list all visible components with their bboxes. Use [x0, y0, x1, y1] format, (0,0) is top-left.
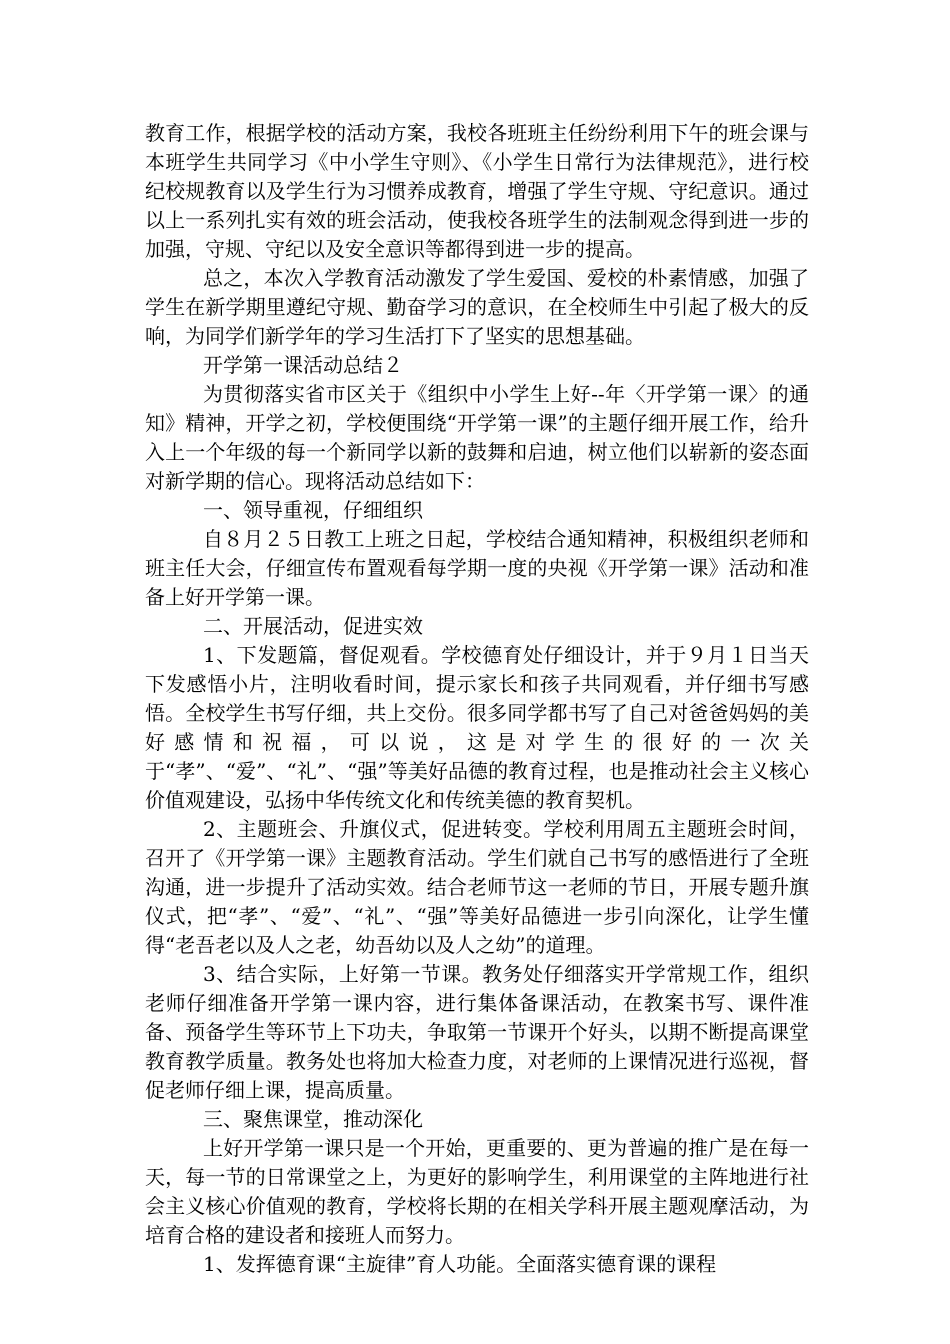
paragraph-classroom: 上好开学第一课只是一个开始，更重要的、更为普遍的推广是在每一天，每一节的日常课堂之上，为更好的影响学生，利用课堂的主阵地进行社会主义核心价值观的教育，学校将长期的在相关学科开展主题观摩活动，为培育合格的建设者和接班人而努力。 [145, 1136, 809, 1247]
paragraph-summary: 总之，本次入学教育活动激发了学生爱国、爱校的朴素情感，加强了学生在新学期里遵纪守规、勤奋学习的意识，在全校师生中引起了极大的反响，为同学们新学年的学习生活打下了坚实的思想基础。 [145, 266, 809, 348]
paragraph-item-2: 2、主题班会、升旗仪式，促进转变。学校利用周五主题班会时间，召开了《开学第一课》主题教育活动。学生们就自己书写的感悟进行了全班沟通，进一步提升了活动实效。结合老师节这一老师的节日，开展专题升旗仪式，把“孝”、“爱”、“礼”、“强”等美好品德进一步引向深化，让学生懂得“老吾老以及人之老，幼吾幼以及人之幼”的道理。 [145, 817, 809, 957]
heading-two: 二、开展活动，促进实效 [203, 614, 423, 638]
section-title: 开学第一课活动总结２ [203, 353, 403, 377]
paragraph-class-meeting: 教育工作，根据学校的活动方案，我校各班班主任纷纷利用下午的班会课与本班学生共同学习《中小学生守则》、《小学生日常行为法律规范》，进行校纪校规教育以及学生行为习惯养成教育，增强了学生守规、守纪意识。通过以上一系列扎实有效的班会活动，使我校各班学生的法制观念得到进一步的加强，守规、守纪以及安全意识等都得到进一步的提高。 [145, 121, 809, 261]
paragraph-moral-course: 1、发挥德育课“主旋律”育人功能。全面落实德育课的课程 [203, 1252, 717, 1276]
paragraph-item-3: 3、结合实际，上好第一节课。教务处仔细落实开学常规工作，组织老师仔细准备开学第一课内容，进行集体备课活动，在教案书写、课件准备、预备学生等环节上下功夫，争取第一节课开个好头，以期不断提高课堂教育教学质量。教务处也将加大检查力度，对老师的上课情况进行巡视，督促老师仔细上课，提高质量。 [145, 962, 809, 1102]
paragraph-intro: 为贯彻落实省市区关于《组织中小学生上好--年〈开学第一课〉的通知》精神，开学之初，学校便围绕“开学第一课”的主题仔细开展工作，给升入上一个年级的每一个新同学以新的鼓舞和启迪，树立他们以崭新的姿态面对新学期的信心。现将活动总结如下： [145, 382, 809, 493]
heading-one: 一、领导重视，仔细组织 [203, 498, 423, 522]
heading-three: 三、聚焦课堂，推动深化 [203, 1107, 423, 1131]
paragraph-organization: 自８月２５日教工上班之日起，学校结合通知精神，积极组织老师和班主任大会，仔细宣传布置观看每学期一度的央视《开学第一课》活动和准备上好开学第一课。 [145, 527, 809, 609]
paragraph-item-1: 1、下发题篇，督促观看。学校德育处仔细设计，并于９月１日当天下发感悟小片，注明收看时间，提示家长和孩子共同观看，并仔细书写感悟。全校学生书写仔细，共上交份。很多同学都书写了自己对爸爸妈妈的美好感情和祝福，可以说，这是对学生的很好的一次关于“孝”、“爱”、“礼”、“强”等美好品德的教育过程，也是推动社会主义核心价值观建设，弘扬中华传统文化和传统美德的教育契机。 [145, 643, 809, 812]
document-body [145, 119, 809, 1279]
